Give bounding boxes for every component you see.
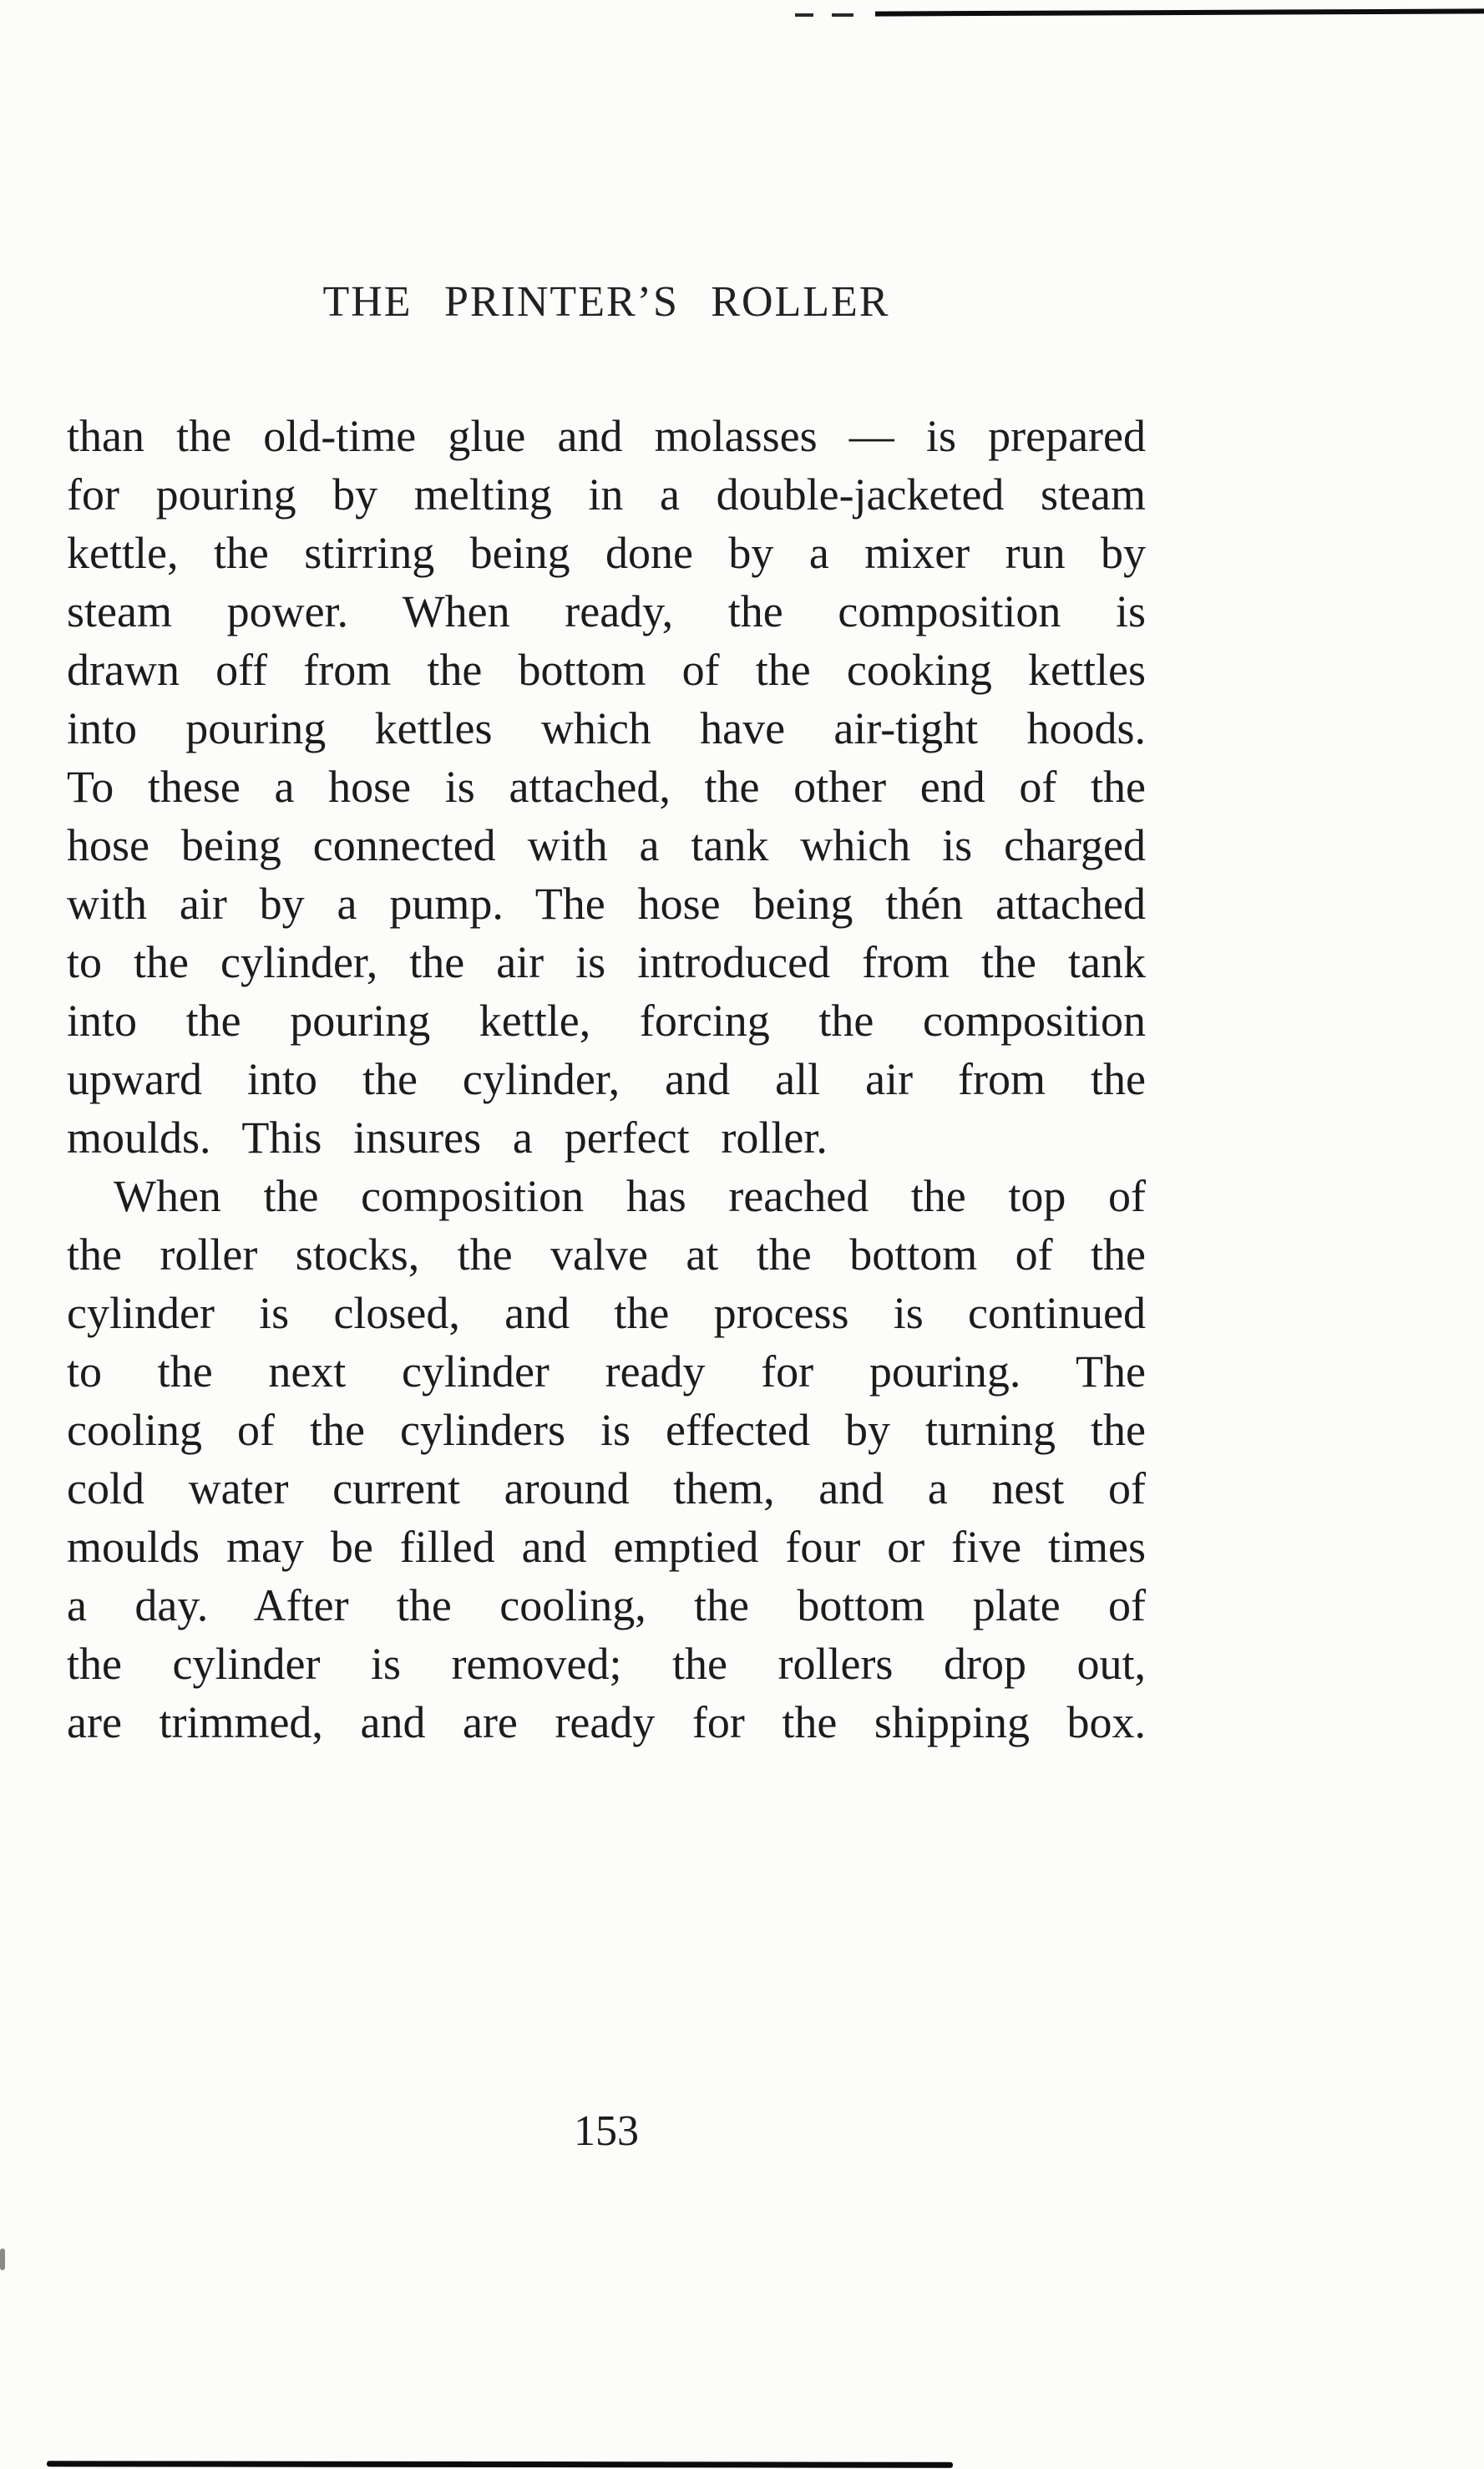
text-line: When the composition has reached the top of: [114, 1171, 1146, 1221]
text-line: are trimmed, and are ready for the shipping box.: [67, 1697, 1146, 1747]
text-line: kettle, the stirring being done by a mixer run by: [67, 528, 1146, 578]
page-content: [67, 277, 1146, 2156]
text-line: to the next cylinder ready for pouring. The: [67, 1346, 1146, 1397]
text-line: cylinder is closed, and the process is continued: [67, 1288, 1146, 1338]
text-line: the roller stocks, the valve at the bottom of the: [67, 1229, 1146, 1280]
text-line: steam power. When ready, the composition is: [67, 586, 1146, 636]
text-line: to the cylinder, the air is introduced from the tank: [67, 937, 1146, 987]
text-line: the cylinder is removed; the rollers drop out,: [67, 1639, 1146, 1689]
page-title: THE PRINTER’S ROLLER: [322, 278, 890, 326]
page-number: 153: [574, 2107, 639, 2155]
text-line: cold water current around them, and a nest of: [67, 1463, 1146, 1513]
scan-top-rule-dash: [832, 13, 853, 17]
text-line: To these a hose is attached, the other end of the: [67, 762, 1146, 812]
paragraph: [67, 1167, 1146, 1752]
text-line: moulds. This insures a perfect roller.: [67, 1113, 828, 1163]
scan-left-mark: [0, 2248, 5, 2270]
text-line: into pouring kettles which have air-tight hoods.: [67, 703, 1146, 753]
text-line: than the old-time glue and molasses — is prepared: [67, 411, 1146, 461]
text-line: into the pouring kettle, forcing the composition: [67, 996, 1146, 1046]
scan-top-rule-dash: [795, 13, 813, 17]
text-line: drawn off from the bottom of the cooking kettles: [67, 645, 1146, 695]
paragraph: [67, 407, 1146, 1167]
text-line: a day. After the cooling, the bottom plate of: [67, 1580, 1146, 1630]
text-line: moulds may be filled and emptied four or five times: [67, 1522, 1146, 1572]
text-line: for pouring by melting in a double-jacketed steam: [67, 469, 1146, 520]
scan-bottom-edge: [47, 2461, 953, 2468]
scan-top-rule: [875, 8, 1484, 16]
text-line: upward into the cylinder, and all air from the: [67, 1054, 1146, 1104]
text-line: hose being connected with a tank which is charged: [67, 820, 1146, 870]
text-line: with air by a pump. The hose being thén attached: [67, 879, 1146, 929]
body-text: [67, 407, 1146, 1752]
text-line: cooling of the cylinders is effected by turning the: [67, 1405, 1146, 1455]
